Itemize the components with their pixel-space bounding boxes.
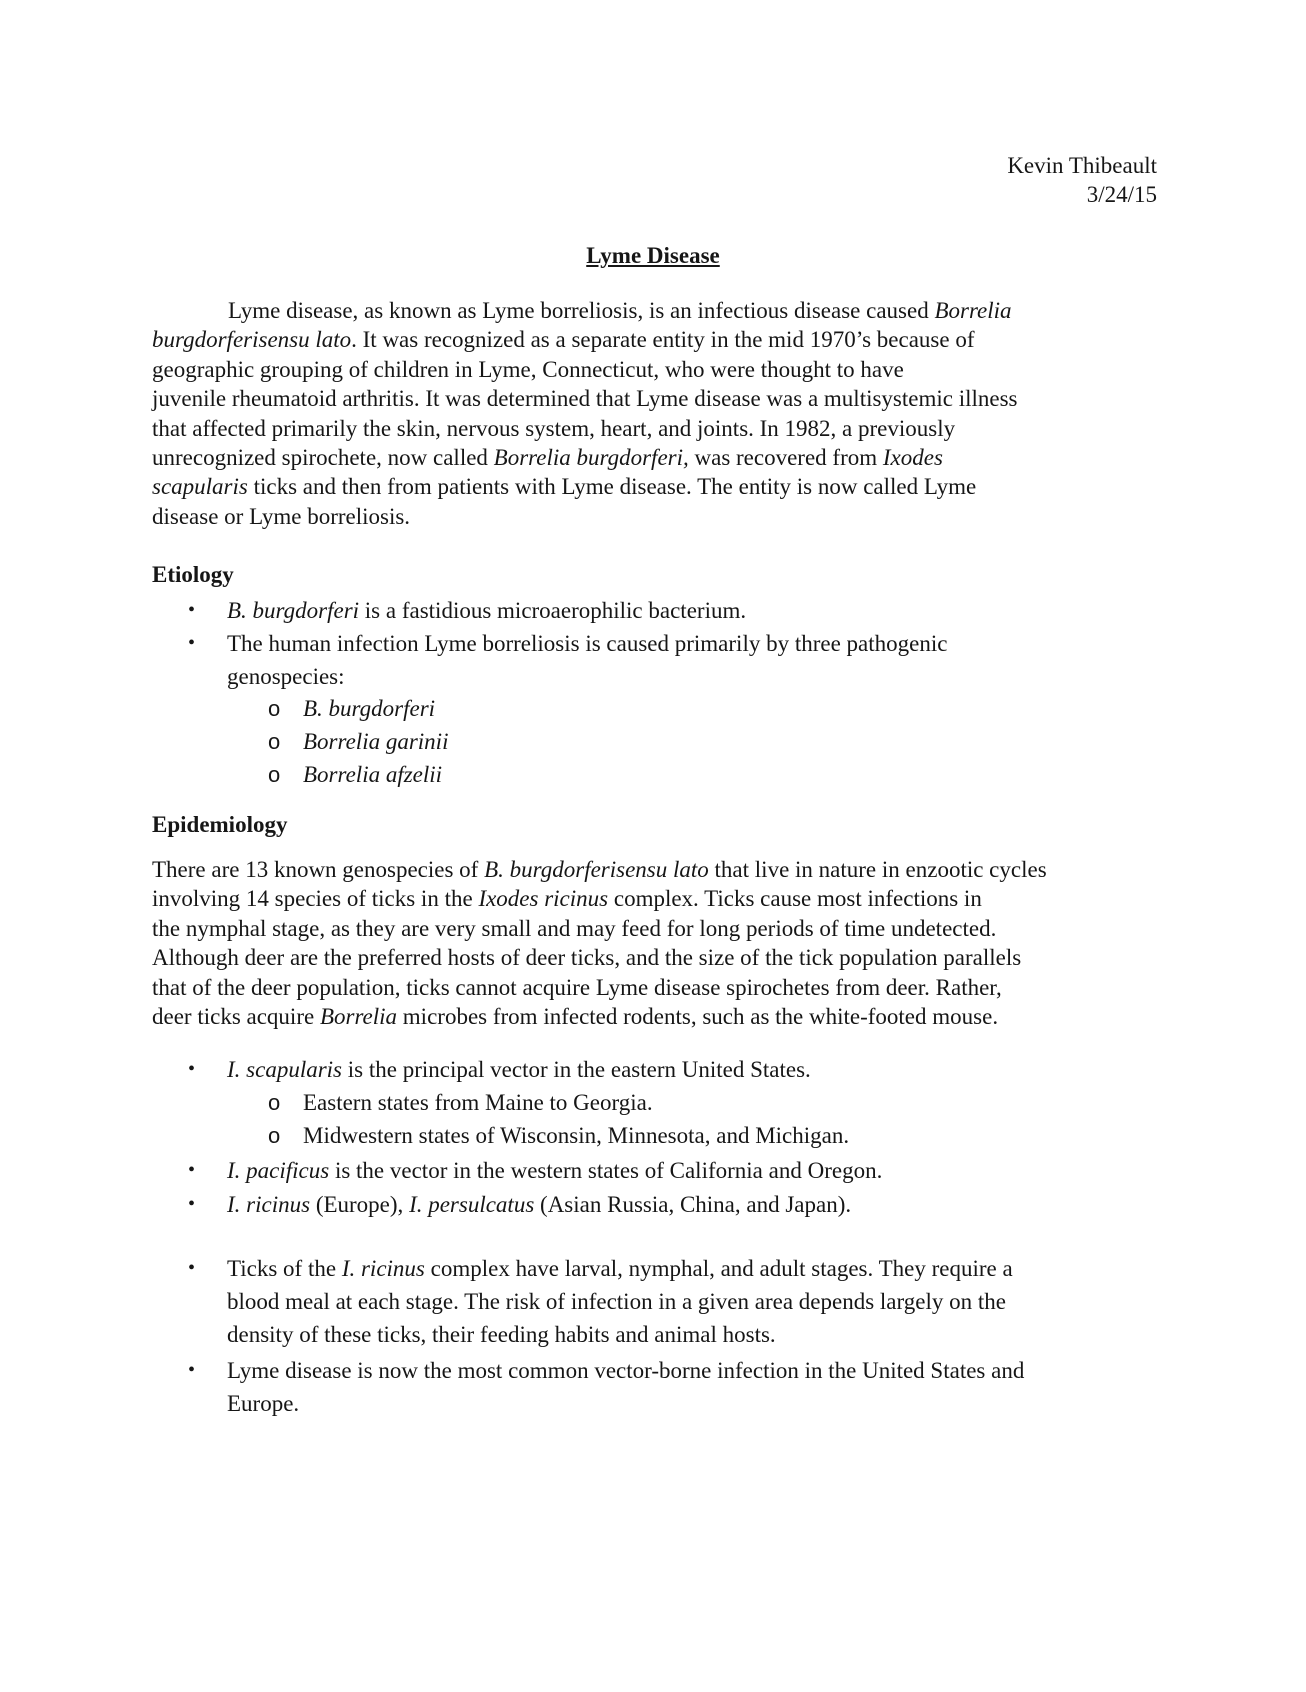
- bullet-icon: •: [188, 1359, 196, 1381]
- genospecies-item: Borrelia garinii: [303, 729, 449, 754]
- text-run: was recovered from: [688, 445, 883, 471]
- bullet-line: Lyme disease is now the most common vector-borne infection in the United States and: [227, 1358, 1025, 1383]
- text-run: Lyme disease, as known as Lyme borreliosis, is an infectious disease caused: [228, 298, 935, 323]
- tick-bullet-1: [227, 1252, 1157, 1351]
- italic-run: Borrelia: [319, 1004, 398, 1030]
- sub-bullet-icon: o: [268, 729, 281, 754]
- text-run: deer ticks acquire: [152, 1004, 320, 1030]
- text-run: (Asian Russia, China, and Japan).: [534, 1192, 852, 1217]
- text-run: . It was recognized as a separate entity in the mid 1970’s because of: [351, 327, 975, 353]
- region-item: Midwestern states of Wisconsin, Minnesota, and Michigan.: [303, 1123, 850, 1148]
- intro-line: disease or Lyme borreliosis.: [152, 503, 411, 529]
- text-run: involving 14 species of ticks in the: [152, 886, 479, 912]
- genospecies-item: B. burgdorferi: [303, 696, 436, 721]
- text-run: microbes from infected rodents, such as the white-footed mouse.: [397, 1004, 999, 1030]
- italic-run: scapularis: [152, 474, 248, 500]
- header-block: [1007, 151, 1157, 209]
- bullet-icon: •: [188, 1058, 196, 1080]
- vector-bullet-2: [227, 1154, 1157, 1187]
- vector-bullet-1: [227, 1053, 1157, 1086]
- sub-bullet-icon: o: [268, 1090, 281, 1115]
- italic-run: Ixodes ricinus: [478, 886, 609, 912]
- italic-run: Ixodes: [882, 445, 943, 471]
- bullet-line: blood meal at each stage. The risk of infection in a given area depends largely on the: [227, 1289, 1006, 1314]
- etiology-bullet-2: [227, 627, 1157, 693]
- intro-paragraph: [152, 296, 1157, 531]
- italic-run: Borrelia burgdorferi,: [493, 445, 689, 471]
- epidemiology-heading: Epidemiology: [152, 812, 288, 837]
- intro-line: [152, 325, 1157, 354]
- para-line: that of the deer population, ticks cannot acquire Lyme disease spirochetes from deer. Rather,: [152, 974, 1002, 1000]
- intro-line: juvenile rheumatoid arthritis. It was determined that Lyme disease was a multisystemic illness: [152, 386, 1018, 412]
- bullet-line: [227, 1252, 1157, 1285]
- bullet-icon: •: [188, 1159, 196, 1181]
- sub-bullet-icon: o: [268, 762, 281, 787]
- text-run: Ticks of the: [227, 1256, 342, 1281]
- italic-run: B. burgdorferi: [227, 598, 360, 623]
- text-run: unrecognized spirochete, now called: [152, 445, 494, 471]
- etiology-heading: Etiology: [152, 562, 234, 587]
- intro-line: geographic grouping of children in Lyme, Connecticut, who were thought to have: [152, 356, 904, 382]
- intro-line: [152, 443, 1157, 472]
- vector-bullet-3: [227, 1188, 1157, 1221]
- italic-run: I. scapularis: [227, 1057, 342, 1082]
- bullet-line: [227, 1053, 1157, 1086]
- italic-run: I. ricinus: [227, 1192, 311, 1217]
- para-line: the nymphal stage, as they are very small and may feed for long periods of time undetected.: [152, 915, 997, 941]
- intro-line: [152, 296, 1157, 325]
- bullet-line: [227, 1188, 1157, 1221]
- bullet-line: density of these ticks, their feeding habits and animal hosts.: [227, 1322, 776, 1347]
- sub-bullet-icon: o: [268, 696, 281, 721]
- tick-bullet-2: [227, 1354, 1157, 1420]
- text-run: ticks and then from patients with Lyme disease. The entity is now called Lyme: [247, 474, 977, 500]
- bullet-line: The human infection Lyme borreliosis is caused primarily by three pathogenic: [227, 631, 948, 656]
- intro-line: [152, 472, 1157, 501]
- para-line: [152, 855, 1162, 884]
- sub-bullet-icon: o: [268, 1123, 281, 1148]
- bullet-line: Europe.: [227, 1391, 300, 1416]
- text-run: There are 13 known genospecies of: [152, 857, 485, 882]
- genospecies-item: Borrelia afzelii: [303, 762, 443, 787]
- document-date: 3/24/15: [1086, 182, 1157, 207]
- epidemiology-paragraph: [152, 855, 1162, 1031]
- bullet-icon: •: [188, 599, 196, 621]
- text-run: complex. Ticks cause most infections in: [608, 886, 982, 912]
- text-run: (Europe),: [310, 1192, 410, 1217]
- bullet-line: [227, 1154, 1157, 1187]
- para-line: [152, 884, 1162, 913]
- para-line: Although deer are the preferred hosts of deer ticks, and the size of the tick population parallels: [152, 945, 1022, 971]
- text-run: that live in nature in enzootic cycles: [708, 857, 1047, 882]
- bullet-icon: •: [188, 632, 196, 654]
- text-run: is the vector in the western states of California and Oregon.: [329, 1158, 883, 1183]
- italic-run: Borrelia: [934, 298, 1012, 323]
- italic-run: B. burgdorferisensu lato: [484, 857, 709, 882]
- bullet-line: genospecies:: [227, 664, 345, 689]
- text-run: is the principal vector in the eastern United States.: [342, 1057, 811, 1082]
- bullet-icon: •: [188, 1193, 196, 1215]
- italic-run: burgdorferisensu lato: [152, 327, 352, 353]
- text-run: complex have larval, nymphal, and adult stages. They require a: [424, 1256, 1013, 1281]
- italic-run: I. ricinus: [341, 1256, 425, 1281]
- text-run: is a fastidious microaerophilic bacterium.: [359, 598, 747, 623]
- bullet-line: [227, 594, 1157, 627]
- region-item: Eastern states from Maine to Georgia.: [303, 1090, 653, 1115]
- italic-run: I. persulcatus: [409, 1192, 535, 1217]
- etiology-bullet-1: [227, 594, 1157, 627]
- author-name: Kevin Thibeault: [1007, 153, 1157, 178]
- document-title: Lyme Disease: [586, 243, 720, 268]
- italic-run: I. pacificus: [227, 1158, 330, 1183]
- intro-line: that affected primarily the skin, nervous system, heart, and joints. In 1982, a previously: [152, 415, 956, 441]
- para-line: [152, 1002, 1162, 1031]
- bullet-icon: •: [188, 1257, 196, 1279]
